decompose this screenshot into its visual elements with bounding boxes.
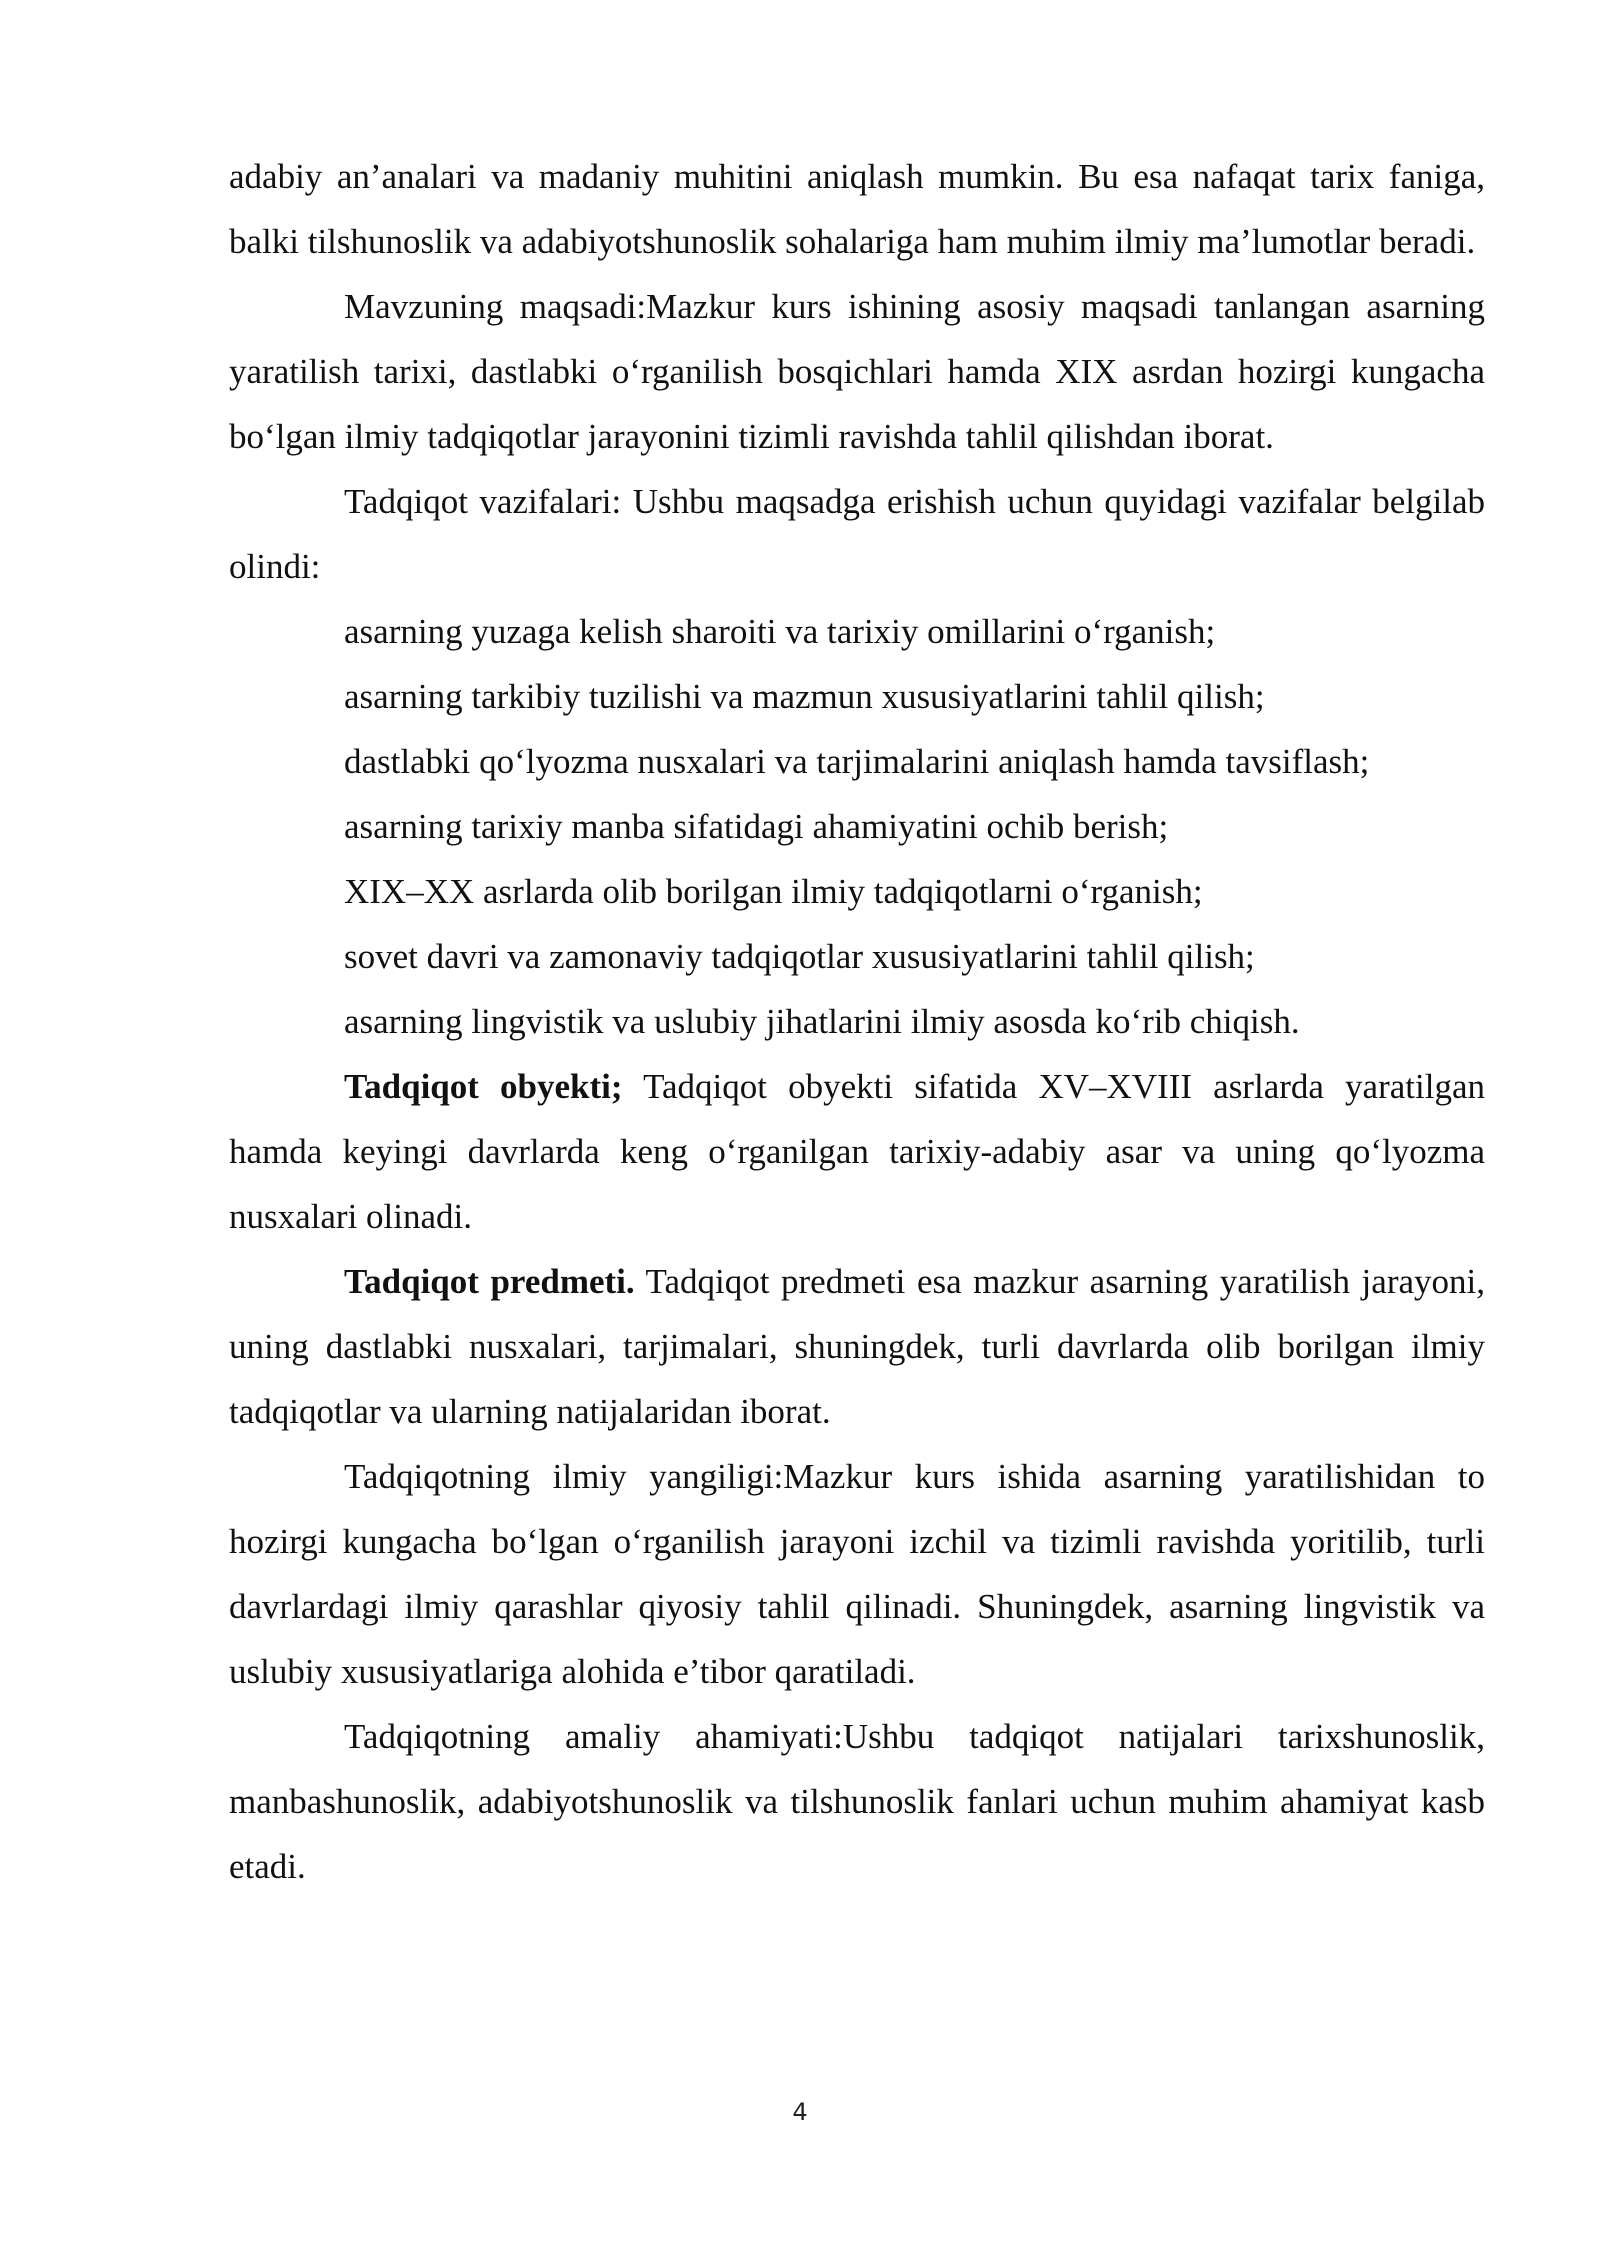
object-label: Tadqiqot obyekti; bbox=[344, 1067, 623, 1106]
subject-label: Tadqiqot predmeti. bbox=[344, 1262, 635, 1301]
paragraph-continuation: adabiy an’analari va madaniy muhitini aniqlash mumkin. Bu esa nafaqat tarix faniga, balki tilshunoslik va adabiyotshunoslik sohalariga ham muhim ilmiy ma’lumotlar beradi. bbox=[229, 157, 1485, 261]
list-item: asarning lingvistik va uslubiy jihatlarini ilmiy asosda ko‘rib chiqish. bbox=[344, 1002, 1300, 1041]
object-text: Tadqiqot obyekti sifatida XV–XVIII asrlarda yaratilgan hamda keyingi davrlarda keng o‘rganilgan tarixiy-adabiy asar va uning qo‘lyozma nusxalari olinadi. bbox=[229, 1067, 1485, 1236]
page-number: 4 bbox=[792, 2098, 808, 2126]
list-item: asarning tarixiy manba sifatidagi ahamiyatini ochib berish; bbox=[344, 807, 1169, 846]
tasks-list bbox=[229, 599, 1485, 1054]
paragraph-tasks-intro: Tadqiqot vazifalari: Ushbu maqsadga erishish uchun quyidagi vazifalar belgilab olindi: bbox=[229, 482, 1485, 586]
list-item: dastlabki qo‘lyozma nusxalari va tarjimalarini aniqlash hamda tavsiflash; bbox=[344, 742, 1370, 781]
list-item: sovet davri va zamonaviy tadqiqotlar xususiyatlarini tahlil qilish; bbox=[344, 937, 1255, 976]
list-item: XIX–XX asrlarda olib borilgan ilmiy tadqiqotlarni o‘rganish; bbox=[344, 872, 1203, 911]
paragraph-object bbox=[229, 1054, 1485, 1249]
paragraph-subject bbox=[229, 1249, 1485, 1444]
paragraph-goal: Mavzuning maqsadi:Mazkur kurs ishining asosiy maqsadi tanlangan asarning yaratilish tarixi, dastlabki o‘rganilish bosqichlari hamda XIX asrdan hozirgi kungacha bo‘lgan ilmiy tadqiqotlar jarayonini tizimli ravishda tahlil qilishdan iborat. bbox=[229, 287, 1485, 456]
list-item: asarning tarkibiy tuzilishi va mazmun xususiyatlarini tahlil qilish; bbox=[344, 677, 1265, 716]
list-item: asarning yuzaga kelish sharoiti va tarixiy omillarini o‘rganish; bbox=[344, 612, 1216, 651]
subject-text: Tadqiqot predmeti esa mazkur asarning yaratilish jarayoni, uning dastlabki nusxalari, tarjimalari, shuningdek, turli davrlarda olib borilgan ilmiy tadqiqotlar va ularning natijalaridan iborat. bbox=[229, 1262, 1485, 1431]
page-body bbox=[229, 144, 1485, 1899]
paragraph-novelty: Tadqiqotning ilmiy yangiligi:Mazkur kurs ishida asarning yaratilishidan to hozirgi kungacha bo‘lgan o‘rganilish jarayoni izchil va tizimli ravishda yoritilib, turli davrlardagi ilmiy qarashlar qiyosiy tahlil qilinadi. Shuningdek, asarning lingvistik va uslubiy xususiyatlariga alohida e’tibor qaratiladi. bbox=[229, 1457, 1485, 1691]
paragraph-practical: Tadqiqotning amaliy ahamiyati:Ushbu tadqiqot natijalari tarixshunoslik, manbashunoslik, adabiyotshunoslik va tilshunoslik fanlari uchun muhim ahamiyat kasb etadi. bbox=[229, 1717, 1485, 1886]
